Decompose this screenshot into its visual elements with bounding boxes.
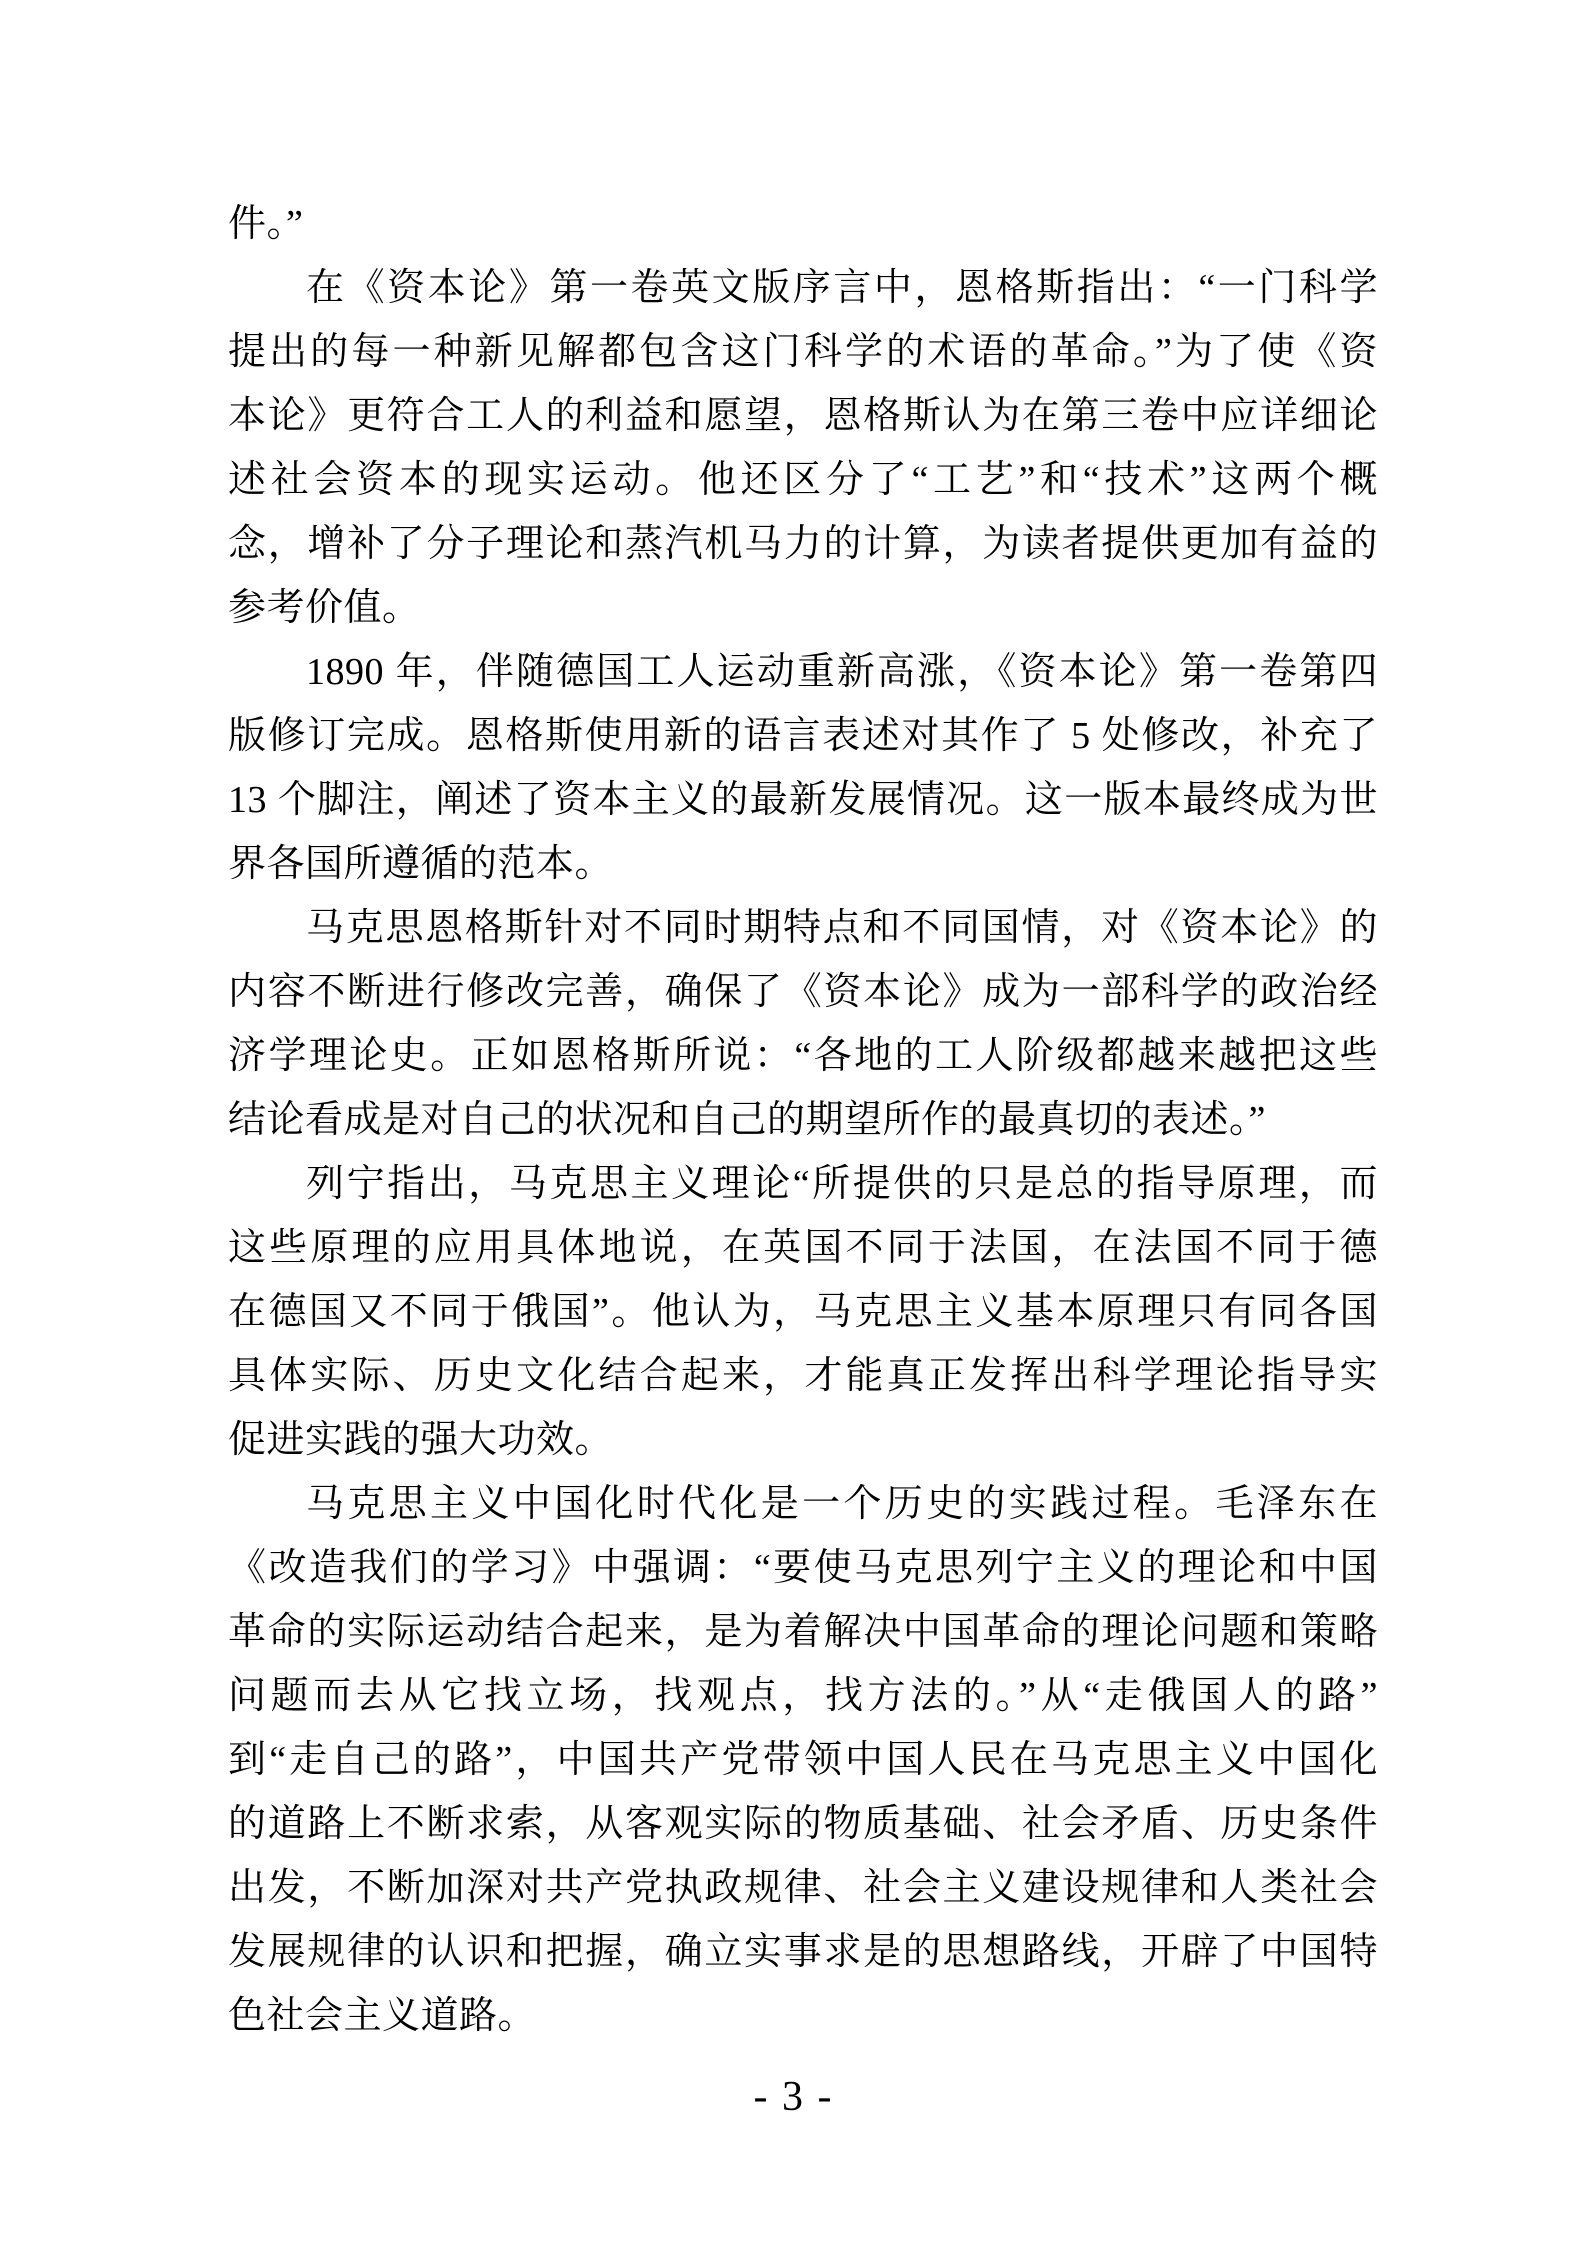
text-line: 济学理论史。正如恩格斯所说：“各地的工人阶级都越来越把这些 xyxy=(228,1035,1378,1077)
text-line: 发展规律的认识和把握，确立实事求是的思想路线，开辟了中国特 xyxy=(228,1931,1378,1973)
text-line: 件。” xyxy=(228,203,304,245)
text-line: 的道路上不断求索，从客观实际的物质基础、社会矛盾、历史条件 xyxy=(228,1803,1378,1845)
text-line: 在《资本论》第一卷英文版序言中，恩格斯指出：“一门科学 xyxy=(306,267,1378,309)
text-line: 13 个脚注，阐述了资本主义的最新发展情况。这一版本最终成为世 xyxy=(228,779,1378,821)
text-line: 述社会资本的现实运动。他还区分了“工艺”和“技术”这两个概 xyxy=(228,459,1378,501)
text-line: 具体实际、历史文化结合起来，才能真正发挥出科学理论指导实 xyxy=(228,1355,1378,1397)
text-line: 这些原理的应用具体地说，在英国不同于法国，在法国不同于德 xyxy=(228,1227,1378,1269)
text-line: 提出的每一种新见解都包含这门科学的术语的革命。”为了使《资 xyxy=(228,331,1378,373)
text-line: 出发，不断加深对共产党执政规律、社会主义建设规律和人类社会 xyxy=(228,1867,1378,1909)
text-line: 版修订完成。恩格斯使用新的语言表述对其作了 5 处修改，补充了 xyxy=(228,715,1378,757)
text-line: 在德国又不同于俄国”。他认为，马克思主义基本原理只有同各国 xyxy=(228,1291,1378,1333)
text-line: 1890 年，伴随德国工人运动重新高涨，《资本论》第一卷第四 xyxy=(306,651,1378,693)
text-line: 《改造我们的学习》中强调：“要使马克思列宁主义的理论和中国 xyxy=(228,1547,1378,1589)
text-line: 内容不断进行修改完善，确保了《资本论》成为一部科学的政治经 xyxy=(228,971,1378,1013)
text-line: 马克思恩格斯针对不同时期特点和不同国情，对《资本论》的 xyxy=(306,907,1378,949)
text-line: 列宁指出，马克思主义理论“所提供的只是总的指导原理，而 xyxy=(306,1163,1378,1205)
text-line: 结论看成是对自己的状况和自己的期望所作的最真切的表述。” xyxy=(228,1099,1266,1141)
text-line: 马克思主义中国化时代化是一个历史的实践过程。毛泽东在 xyxy=(306,1483,1378,1525)
text-line: 革命的实际运动结合起来，是为着解决中国革命的理论问题和策略 xyxy=(228,1611,1378,1653)
page-number: - 3 - xyxy=(753,2074,834,2120)
text-line: 到“走自己的路”，中国共产党带领中国人民在马克思主义中国化 xyxy=(228,1739,1378,1781)
text-line: 本论》更符合工人的利益和愿望，恩格斯认为在第三卷中应详细论 xyxy=(228,395,1378,437)
document-body xyxy=(228,192,1378,2048)
text-line: 问题而去从它找立场，找观点，找方法的。”从“走俄国人的路” xyxy=(228,1675,1378,1717)
text-line: 界各国所遵循的范本。 xyxy=(228,843,614,885)
text-line: 念，增补了分子理论和蒸汽机马力的计算，为读者提供更加有益的 xyxy=(228,523,1378,565)
text-line: 促进实践的强大功效。 xyxy=(228,1419,614,1461)
text-line: 参考价值。 xyxy=(228,587,421,629)
text-line: 色社会主义道路。 xyxy=(228,1995,537,2037)
